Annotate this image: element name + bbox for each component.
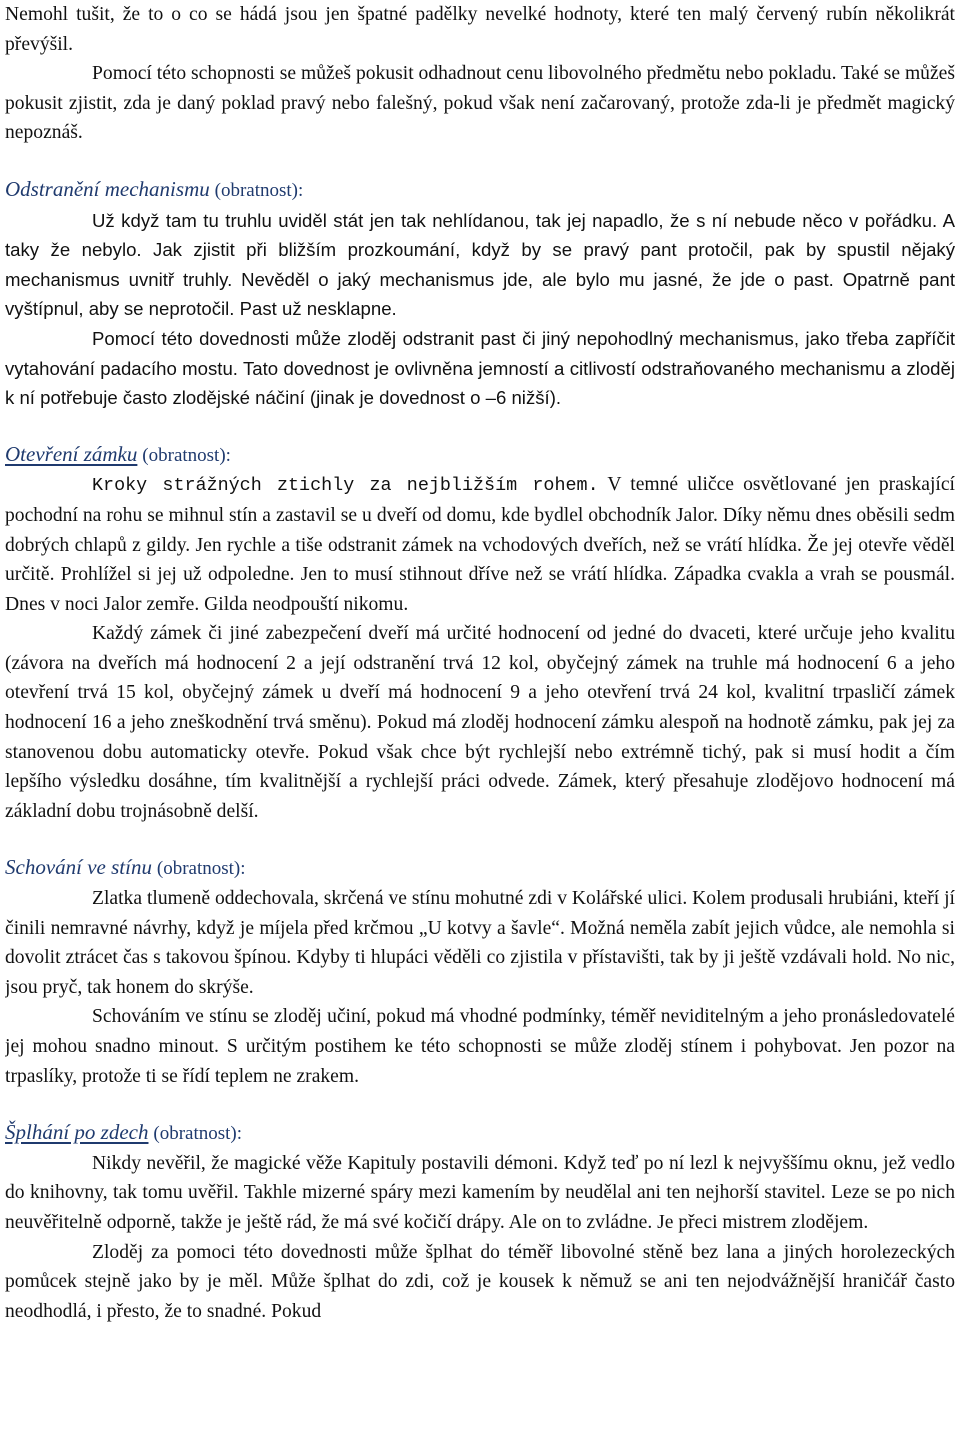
- section-heading: [5, 1091, 955, 1149]
- section-rules-text: Zloděj za pomoci této dovednosti může šplhat do téměř libovolné stěně bez lana a jiných horolezeckých pomůcek stejně jako by je měl. Může šplhat do zdi, což je kousek k němuž se ani ten nejodvážnější hraničář často neodhodlá, i přesto, že to snadné. Pokud: [5, 1241, 955, 1322]
- section-flavor-text: [5, 1149, 955, 1238]
- section-title: Schování ve stínu: [5, 855, 152, 880]
- intro-paragraph-continued: [5, 0, 955, 59]
- section-heading: [5, 413, 955, 471]
- section-hide-in-shadow: [5, 826, 955, 1091]
- flavor-lead: Už když tam tu truhlu uviděl stát jen tak nehlídanou, tak jej napadlo, že s ní nebude něco v pořádku. A taky že nebylo.: [5, 209, 955, 261]
- flavor-rest: Jak zjistit při bližším prozkoumání, když by se pravý pant protočil, pak by spustil nějaký mechanismus uvnitř truhly. Nevěděl o jaký mechanismus jde, ale bylo mu jasné, že jde o past. Opatrně pant vyštípnul, aby se neprotočil. Past už nesklapne.: [5, 239, 955, 320]
- section-heading: [5, 826, 955, 884]
- section-attribute: (obratnost):: [156, 858, 246, 880]
- section-attribute: (obratnost):: [142, 444, 231, 466]
- flavor-lead: Kroky strážných ztichly za nejbližším rohem.: [92, 475, 599, 497]
- section-open-lock: [5, 413, 955, 827]
- flavor-lead: Nikdy nevěřil, že magické věže Kapituly postavili démoni. Když teď po ní lezl k nejvyššímu oknu, jež vedlo do knihovny, tak tomu uvěřil. Takhle mizerné spáry mezi kamením by neudělal ani ten nejhorší stavitel. Leze se po nich neuvěřitelně odporně, takže je ještě rád, že má své kočičí drápy. Ale on to zvládne. Je přeci mistrem zlodějem.: [5, 1152, 955, 1233]
- section-rules-text: Pomocí této dovednosti může zloděj odstranit past či jiný nepohodlný mechanismus, jako třeba zapříčit vytahování padacího mostu. Tato dovednost je ovlivněna jemností a citlivostí odstraňovaného mechanismu a zloděj k ní potřebuje často zlodějské náčiní (jinak je dovednost o –6 nižší).: [5, 327, 955, 409]
- intro-text-1: Nemohl tušit, že to o co se hádá jsou jen špatné padělky nevelké hodnoty, které ten malý červený rubín několikrát převýšil.: [5, 4, 955, 55]
- section-flavor-text: [5, 206, 955, 324]
- section-title: Otevření zámku: [5, 441, 138, 466]
- intro-text-2-rest: Také se můžeš pokusit zjistit, zda je daný poklad pravý nebo falešný, pokud však není začarovaný, protože zda-li je předmět magický nepoznáš.: [5, 63, 955, 144]
- section-remove-mechanism: [5, 148, 955, 413]
- section-heading: [5, 148, 955, 206]
- section-rules-text: Schováním ve stínu se zloděj učiní, pokud má vhodné podmínky, téměř neviditelným a jeho pronásledovatelé jej mohou snadno minout. S určitým postihem ke této schopnosti se může zloděj stínem i pohybovat. Jen pozor na trpaslíky, protože ti se řídí teplem ne zrakem.: [5, 1006, 955, 1087]
- section-title: Odstranění mechanismu: [5, 176, 210, 201]
- section-climb-walls: [5, 1091, 955, 1326]
- section-attribute: (obratnost):: [153, 1123, 243, 1145]
- section-attribute: (obratnost):: [214, 179, 304, 201]
- section-rules-text: Každý zámek či jiné zabezpečení dveří má určité hodnocení od jedné do dvaceti, které určuje jeho kvalitu (závora na dveřích má hodnocení 2 a její odstranění trvá 12 kol, obyčejný zámek na truhle má hodnocení 6 a jeho otevření trvá 15 kol, obyčejný zámek u dveří má hodnocení 9 a jeho otevření trvá 24 kol, kvalitní trpasličí zámek hodnocení 16 a jeho zneškodnění trvá směnu). Pokud má zloděj hodnocení zámku alespoň na hodnotě zámku, pak jej za stanovenou dobu automaticky otevře. Pokud však chce být rychlejší nebo extrémně tichý, pak si musí hodit a čím lepšího výsledku dosáhne, tím kvalitnější a rychlejší práci odvede. Zámek, který přesahuje zlodějovo hodnocení má základní dobu trojnásobně delší.: [5, 623, 955, 822]
- intro-paragraph-appraisal: [5, 59, 955, 148]
- flavor-rest: V temné uličce osvětlované jen praskající pochodní na rohu se mihnul stín a zastavil se u dveří od domu, kde bydlel obchodník Jalor. Díky němu dnes oběsili sedm dobrých chlapů z gildy. Jen rychle a tiše odstranit zámek na vchodových dveřích, než se vrátí hlídka. Že jej otevře věděl určitě. Prohlížel si jej už odpoledne. Jen to musí stihnout dříve než se vrátí hlídka. Západka cvakla a vrah se pousmál. Dnes v noci Jalor zemře. Gilda neodpouští nikomu.: [5, 474, 955, 615]
- section-flavor-text: [5, 884, 955, 1002]
- document-page: [5, 0, 955, 1452]
- section-flavor-text: [5, 470, 955, 619]
- flavor-lead: Zlatka tlumeně oddechovala, skrčená ve stínu mohutné zdi v Kolářské ulici. Kolem produsali hrubiáni, kteří jí činili nemravné návrhy, když je míjela před krčmou „U kotvy a šavle“. Možná neměla zabít jejich vůdce, ale nemohla si dovolit ztrácet čas s takovou špínou. Kdyby ti hlupáci věděli co zjistila v přístavišti, tak by ji ještě vzdávali hold. No nic, jsou pryč, tak honem do skrýše.: [5, 888, 955, 998]
- intro-text-2-lead: Pomocí této schopnosti se můžeš pokusit odhadnout cenu libovolného předmětu nebo pokladu.: [92, 63, 837, 85]
- section-title: Šplhání po zdech: [5, 1120, 149, 1145]
